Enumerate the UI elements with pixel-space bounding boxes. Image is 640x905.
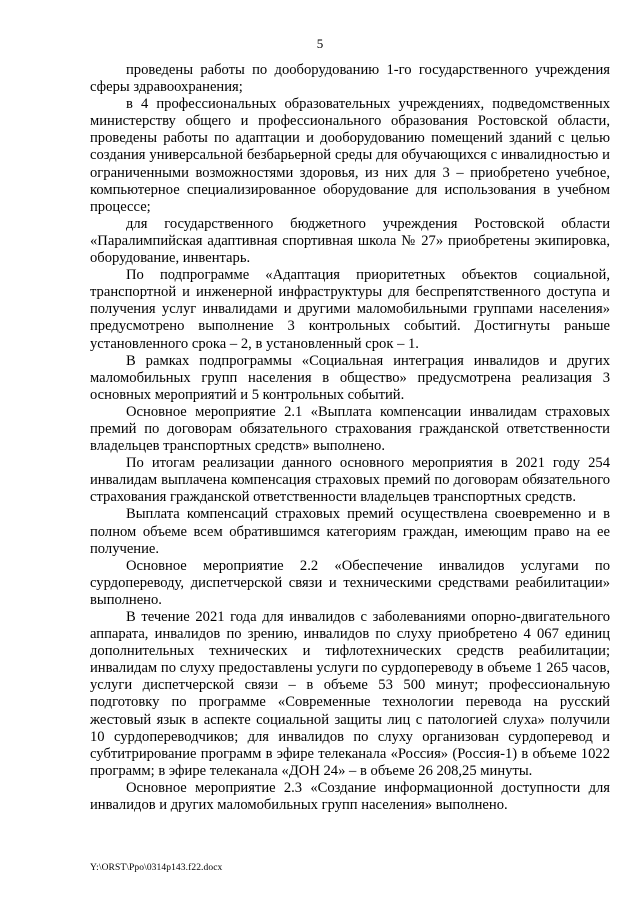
page-number: 5	[316, 36, 324, 51]
paragraph: В рамках подпрограммы «Социальная интеграция инвалидов и других маломобильных групп населения в общество» предусмотрена реализация 3 основных мероприятий и 5 контрольных событий.	[90, 352, 610, 403]
paragraph: Основное мероприятие 2.3 «Создание информационной доступности для инвалидов и других маломобильных групп населения» выполнено.	[90, 779, 610, 814]
paragraph: Основное мероприятие 2.1 «Выплата компенсации инвалидам страховых премий по договорам обязательного страхования гражданской ответственности владельцев транспортных средств» выполнено.	[90, 403, 610, 455]
paragraph: Выплата компенсаций страховых премий осуществлена своевременно и в полном объеме всем обратившимся категориям граждан, имеющим право на ее получение.	[90, 506, 610, 557]
paragraph: в 4 профессиональных образовательных учреждениях, подведомственных министерству общего и профессионального образования Ростовской области, проведены работы по адаптации и дооборудованию помещений зданий с целью создания универсальной безбарьерной среды для обучающихся с инвалидностью и ограниченными возможностями здоровья, из них для 3 – приобретено учебное, компьютерное специализированное оборудование для использования в учебном процессе;	[90, 96, 610, 215]
paragraph: проведены работы по дооборудованию 1-го государственного учреждения сферы здравоохранения;	[90, 62, 610, 96]
document-body	[90, 62, 610, 814]
paragraph: Основное мероприятие 2.2 «Обеспечение инвалидов услугами по сурдопереводу, диспетчерской связи и техническими средствами реабилитации» выполнено.	[90, 557, 610, 608]
footer-file-path: Y:\ORST\Ppo\0314p143.f22.docx	[90, 863, 223, 873]
paragraph: для государственного бюджетного учреждения Ростовской области «Паралимпийская адаптивная спортивная школа № 27» приобретены экипировка, оборудование, инвентарь.	[90, 215, 610, 267]
paragraph: По подпрограмме «Адаптация приоритетных объектов социальной, транспортной и инженерной инфраструктуры для беспрепятственного доступа и получения услуг инвалидами и другими маломобильными группами населения» предусмотрено выполнение 3 контрольных событий. Достигнуты раньше установленного срока – 2, в установленный срок – 1.	[90, 267, 610, 352]
paragraph: По итогам реализации данного основного мероприятия в 2021 году 254 инвалидам выплачена компенсация страховых премий по договорам обязательного страхования гражданской ответственности владельцев транспортных средств.	[90, 455, 610, 506]
paragraph: В течение 2021 года для инвалидов с заболеваниями опорно-двигательного аппарата, инвалидов по зрению, инвалидов по слуху приобретено 4 067 единиц дополнительных технических и тифлотехнических средств реабилитации; инвалидам по слуху предоставлены услуги по сурдопереводу в объеме 1 265 часов, услуги диспетчерской связи – в объеме 53 500 минут; профессиональную подготовку по программе «Современные технологии перевода на русский жестовый язык в аспекте социальной защиты лиц с патологией слуха» получили 10 сурдопереводчиков; для инвалидов по слуху организован сурдоперевод и субтитрирование программ в эфире телеканала «Россия» (Россия-1) в объеме 1022 программ; в эфире телеканала «ДОН 24» – в объеме 26 208,25 минуты.	[90, 609, 610, 779]
